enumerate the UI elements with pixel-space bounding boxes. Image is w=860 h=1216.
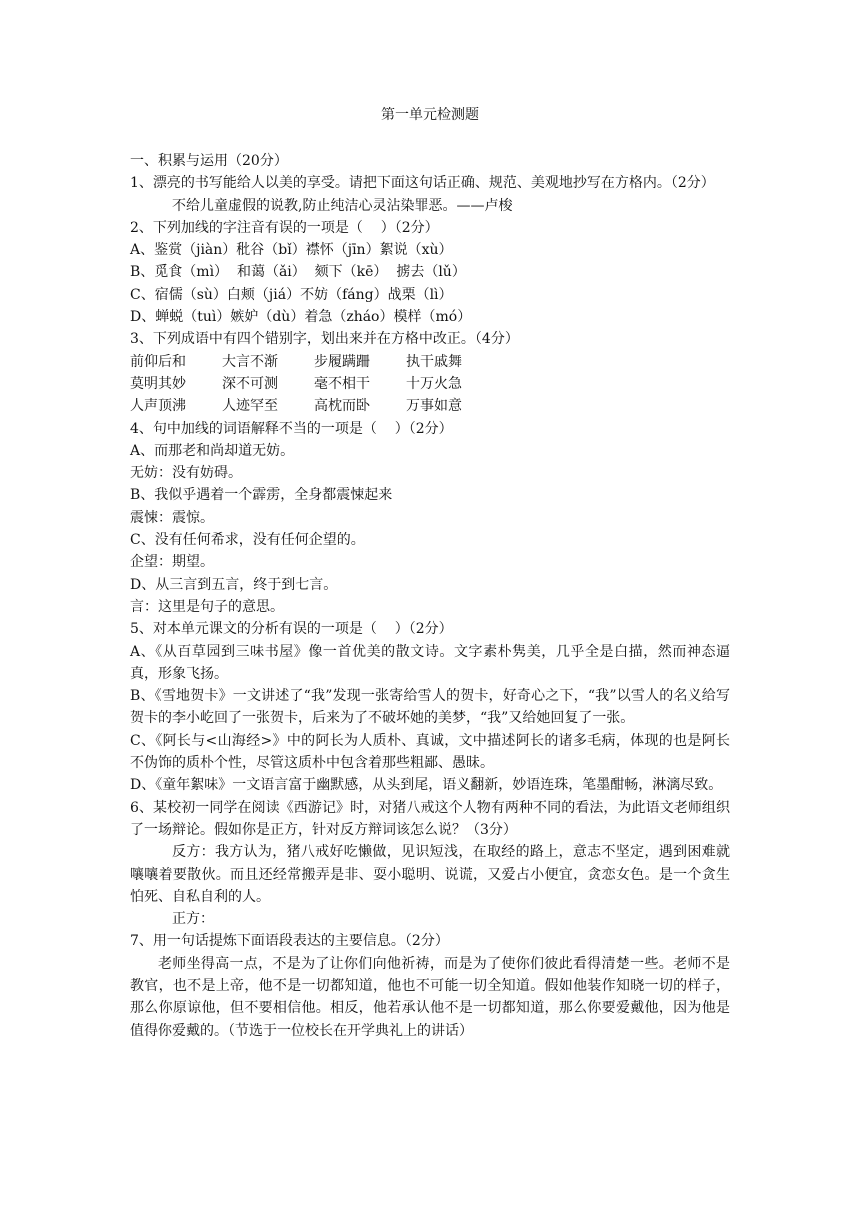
question-4: 4、句中加线的词语解释不当的一项是（ ）（2分） (130, 420, 453, 437)
idiom: 步履蹒跚 (314, 353, 370, 370)
fanfang-text: 反方：我方认为，猪八戒好吃懒做，见识短浅，在取经的路上，意志不坚定，遇到困难就嚷嚷着要散伙。而且还经常搬弄是非、耍小聪明、说谎，又爱占小便宜，贪恋女色。是一个贪生怕死、自私自利的人。 (130, 844, 730, 905)
idiom: 人迹罕至 (222, 398, 278, 415)
question-2-option-c: C、宿儒（sù）白颊（jiá）不妨（fáng）战栗（lì） (130, 286, 453, 303)
idiom: 莫明其妙 (130, 375, 186, 392)
question-1: 1、漂亮的书写能给人以美的享受。请把下面这句话正确、规范、美观地抄写在方格内。（2分） (130, 175, 715, 192)
question-2: 2、下列加线的字注音有误的一项是（ ）（2分） (130, 219, 439, 236)
question-3: 3、下列成语中有四个错别字，划出来并在方格中改正。（4分） (130, 331, 519, 348)
question-4-line: B、我似乎遇着一个霹雳，全身都震悚起来 (130, 487, 393, 504)
document-body (130, 150, 730, 1042)
page-title: 第一单元检测题 (381, 107, 479, 123)
question-5: 5、对本单元课文的分析有误的一项是（ ）（2分） (130, 621, 453, 638)
question-5-option-b: B、《雪地贺卡》一文讲述了“我”发现一张寄给雪人的贺卡，好奇心之下，“我”以雪人的名义给写贺卡的李小屹回了一张贺卡，后来为了不破坏她的美梦，“我”又给她回复了一张。 (130, 688, 730, 727)
question-6-fanfang (130, 841, 730, 908)
question-1-quote: 不给儿童虚假的说教,防止纯洁心灵沾染罪恶。——卢梭 (172, 197, 513, 214)
idiom: 万事如意 (406, 398, 462, 415)
idiom: 毫不相干 (314, 375, 370, 392)
question-5-option-c: C、《阿长与<山海经>》中的阿长为人质朴、真诚，文中描述阿长的诸多毛病，体现的也是阿长不伪饰的质朴个性，尽管这质朴中包含着那些粗鄙、愚昧。 (130, 732, 730, 772)
question-4-line: 言：这里是句子的意思。 (130, 598, 284, 615)
idiom: 执干戚舞 (406, 353, 462, 370)
question-4-line: 企望：期望。 (130, 554, 214, 571)
question-7: 7、用一句话提炼下面语段表达的主要信息。（2分） (130, 933, 449, 950)
idiom-row (130, 395, 730, 417)
idiom-row (130, 351, 730, 373)
question-4-line: 震悚：震惊。 (130, 509, 214, 526)
question-5-option-a: A、《从百草园到三味书屋》像一首优美的散文诗。文字素朴隽美，几乎全是白描，然而神态逼真，形象飞扬。 (130, 643, 730, 682)
idiom: 高枕而卧 (314, 398, 370, 415)
question-2-option-d: D、蝉蜕（tuì）嫉妒（dù）着急（zháo）模样（mó） (130, 309, 472, 326)
question-4-line: D、从三言到五言，终于到七言。 (130, 576, 338, 593)
idiom: 人声顶沸 (130, 398, 186, 415)
question-2-option-b: B、觅食（mì） 和蔼（ǎi） 颏下（kē） 掳去（lǔ） (130, 264, 466, 281)
question-5-option-d: D、《童年絮味》一文语言富于幽默感，从头到尾，语义翻新，妙语连珠，笔墨酣畅，淋漓尽致。 (130, 777, 723, 794)
question-4-line: C、没有任何希求，没有任何企望的。 (130, 532, 365, 549)
question-2-option-a: A、鉴赏（jiàn）秕谷（bǐ）襟怀（jīn）絮说（xù） (130, 242, 453, 259)
question-6: 6、某校初一同学在阅读《西游记》时，对猪八戒这个人物有两种不同的看法，为此语文老师组织了一场辩论。假如你是正方，针对反方辩词该怎么说？（3分） (130, 799, 730, 838)
passage-text: 老师坐得高一点，不是为了让你们向他祈祷，而是为了使你们彼此看得清楚一些。老师不是教官，也不是上帝，他不是一切都知道，他也不可能一切全知道。假如他装作知晓一切的样子，那么你原谅他，但不要相信他。相反，他若承认他不是一切都知道，那么你要爱戴他，因为他是值得你爱戴的。（节选于一位校长在开学典礼上的讲话） (130, 955, 730, 1039)
idiom: 深不可测 (222, 375, 278, 392)
question-4-line: 无妨：没有妨碍。 (130, 465, 242, 482)
idiom: 前仰后和 (130, 353, 186, 370)
question-6-zhengfang: 正方： (172, 911, 214, 928)
idiom-row (130, 373, 730, 395)
idiom: 大言不渐 (222, 353, 278, 370)
question-7-passage (130, 953, 730, 1042)
section-heading: 一、积累与运用（20分） (130, 153, 288, 169)
question-4-line: A、而那老和尚却道无妨。 (130, 442, 295, 459)
idiom: 十万火急 (406, 375, 462, 392)
